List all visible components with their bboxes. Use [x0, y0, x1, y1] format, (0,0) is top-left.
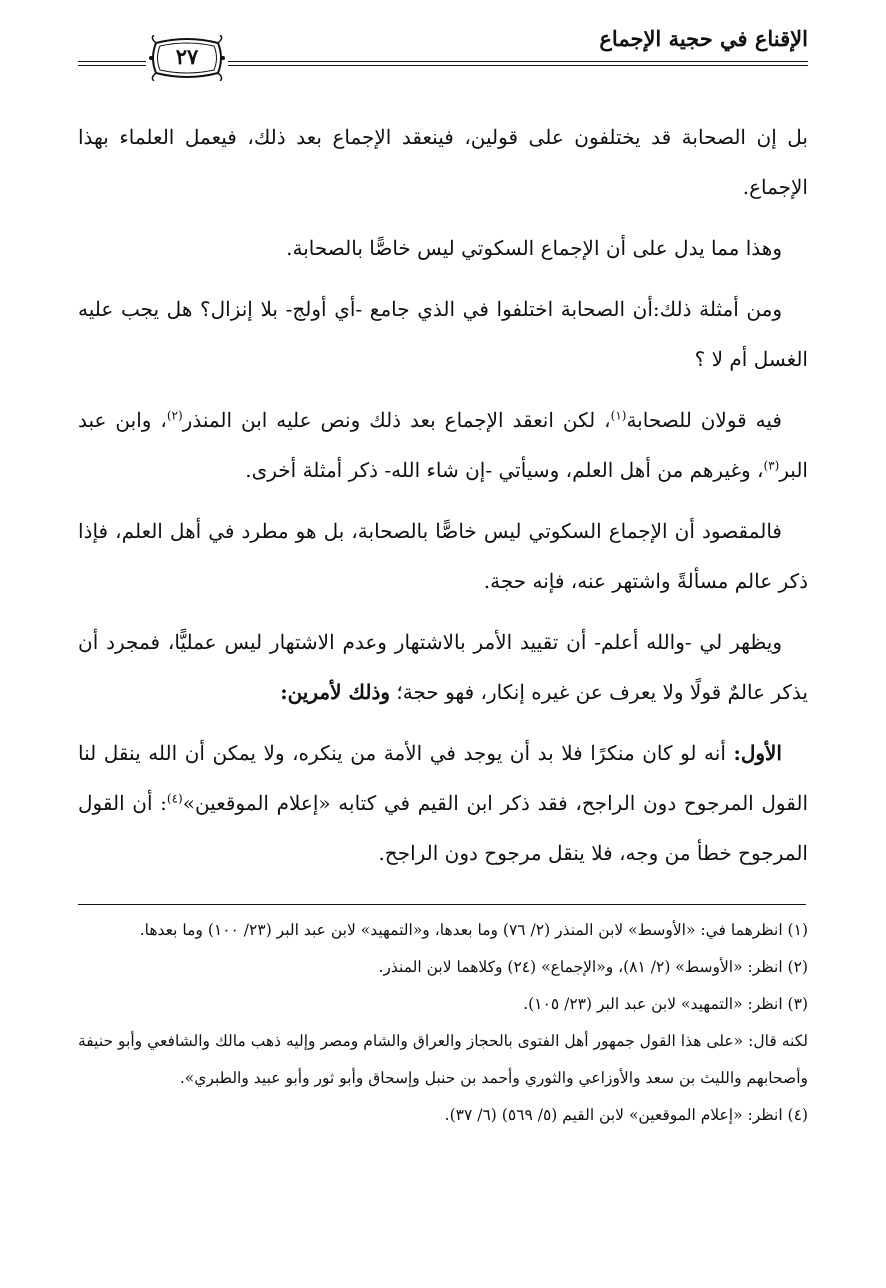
header-rule: [78, 61, 146, 62]
paragraph: [78, 223, 808, 273]
footnote-ref[interactable]: (٣): [763, 458, 780, 473]
paragraph: [78, 284, 808, 384]
running-header-title: الإقناع في حجية الإجماع: [599, 26, 808, 51]
footnote: (٤) انظر: «إعلام الموقعين» لابن القيم (٥/ ٥٦٩) (٦/ ٣٧).: [444, 1106, 808, 1124]
footnote-ref[interactable]: (١): [610, 408, 627, 423]
paragraph-text: ، وابن عبد البر: [78, 408, 808, 482]
paragraph: [78, 506, 808, 606]
paragraph: [78, 728, 808, 878]
footnote: (٢) انظر: «الأوسط» (٢/ ٨١)، و«الإجماع» (٢٤) وكلاهما لابن المنذر.: [378, 958, 808, 976]
page-number: ٢٧: [175, 44, 199, 69]
paragraph-text: فالمقصود أن الإجماع السكوتي ليس خاصًّا بالصحابة، بل هو مطرد في أهل العلم، فإذا ذكر عالم مسألةً واشتهر عنه، فإنه حجة.: [78, 519, 808, 593]
paragraph: [78, 395, 808, 495]
main-text: [78, 112, 808, 878]
footnote-ref[interactable]: (٢): [166, 408, 183, 423]
paragraph-text: فيه قولان للصحابة: [626, 408, 782, 432]
paragraph-text: ويظهر لي -والله أعلم- أن تقييد الأمر بالاشتهار وعدم الاشتهار ليس عمليًّا، فمجرد أن يذكر عالمٌ قولًا ولا يعرف عن غيره إنكار، فهو حجة؛: [78, 630, 808, 704]
footnotes: [78, 912, 808, 1134]
header-rule: [228, 65, 808, 66]
header-rule: [228, 61, 808, 62]
footnote-continuation: لكنه قال: «على هذا القول جمهور أهل الفتوى بالحجاز والعراق والشام ومصر وإليه ذهب مالك والشافعي وأبو حنيفة وأصحابهم والليث بن سعد والأوزاعي والثوري وأحمد بن حنبل وإسحاق وأبو ثور وأبو عبيد والطبري».: [78, 1032, 808, 1087]
header-rule: [78, 65, 146, 66]
footnote-ref[interactable]: (٤): [166, 791, 183, 806]
page-number-ornament: [146, 35, 228, 81]
paragraph-text: أنه لو كان منكرًا فلا بد أن يوجد في الأمة من ينكره، ولا يمكن أن الله ينقل لنا القول المرجوح دون الراجح، فقد ذكر ابن القيم في كتابه «إعلام الموقعين»: [78, 741, 809, 815]
footnote-separator: [78, 904, 806, 905]
paragraph-text: ، لكن انعقد الإجماع بعد ذلك ونص عليه ابن المنذر: [182, 408, 611, 432]
emphasis-text: وذلك لأمرين:: [280, 680, 391, 704]
footnote: (١) انظرهما في: «الأوسط» لابن المنذر (٢/ ٧٦) وما بعدها، و«التمهيد» لابن عبد البر (٢٣/ ١٠٠) وما بعدها.: [139, 921, 808, 939]
paragraph-text: وهذا مما يدل على أن الإجماع السكوتي ليس خاصًّا بالصحابة.: [286, 236, 782, 260]
paragraph: [78, 617, 808, 717]
paragraph-text: ، وغيرهم من أهل العلم، وسيأتي -إن شاء الله- ذكر أمثلة أخرى.: [245, 458, 764, 482]
paragraph-text: ومن أمثلة ذلك:أن الصحابة اختلفوا في الذي جامع -أي أولج- بلا إنزال؟ هل يجب عليه الغسل أم لا ؟: [78, 297, 808, 371]
point-lead: الأول:: [733, 741, 782, 765]
paragraph-text: بل إن الصحابة قد يختلفون على قولين، فينعقد الإجماع بعد ذلك، فيعمل العلماء بهذا الإجماع.: [78, 125, 808, 199]
paragraph-text: : أن القول المرجوح خطأ من وجه، فلا ينقل مرجوح دون الراجح.: [78, 791, 808, 865]
footnote: (٣) انظر: «التمهيد» لابن عبد البر (٢٣/ ١٠٥).: [523, 995, 808, 1013]
paragraph: [78, 112, 808, 212]
